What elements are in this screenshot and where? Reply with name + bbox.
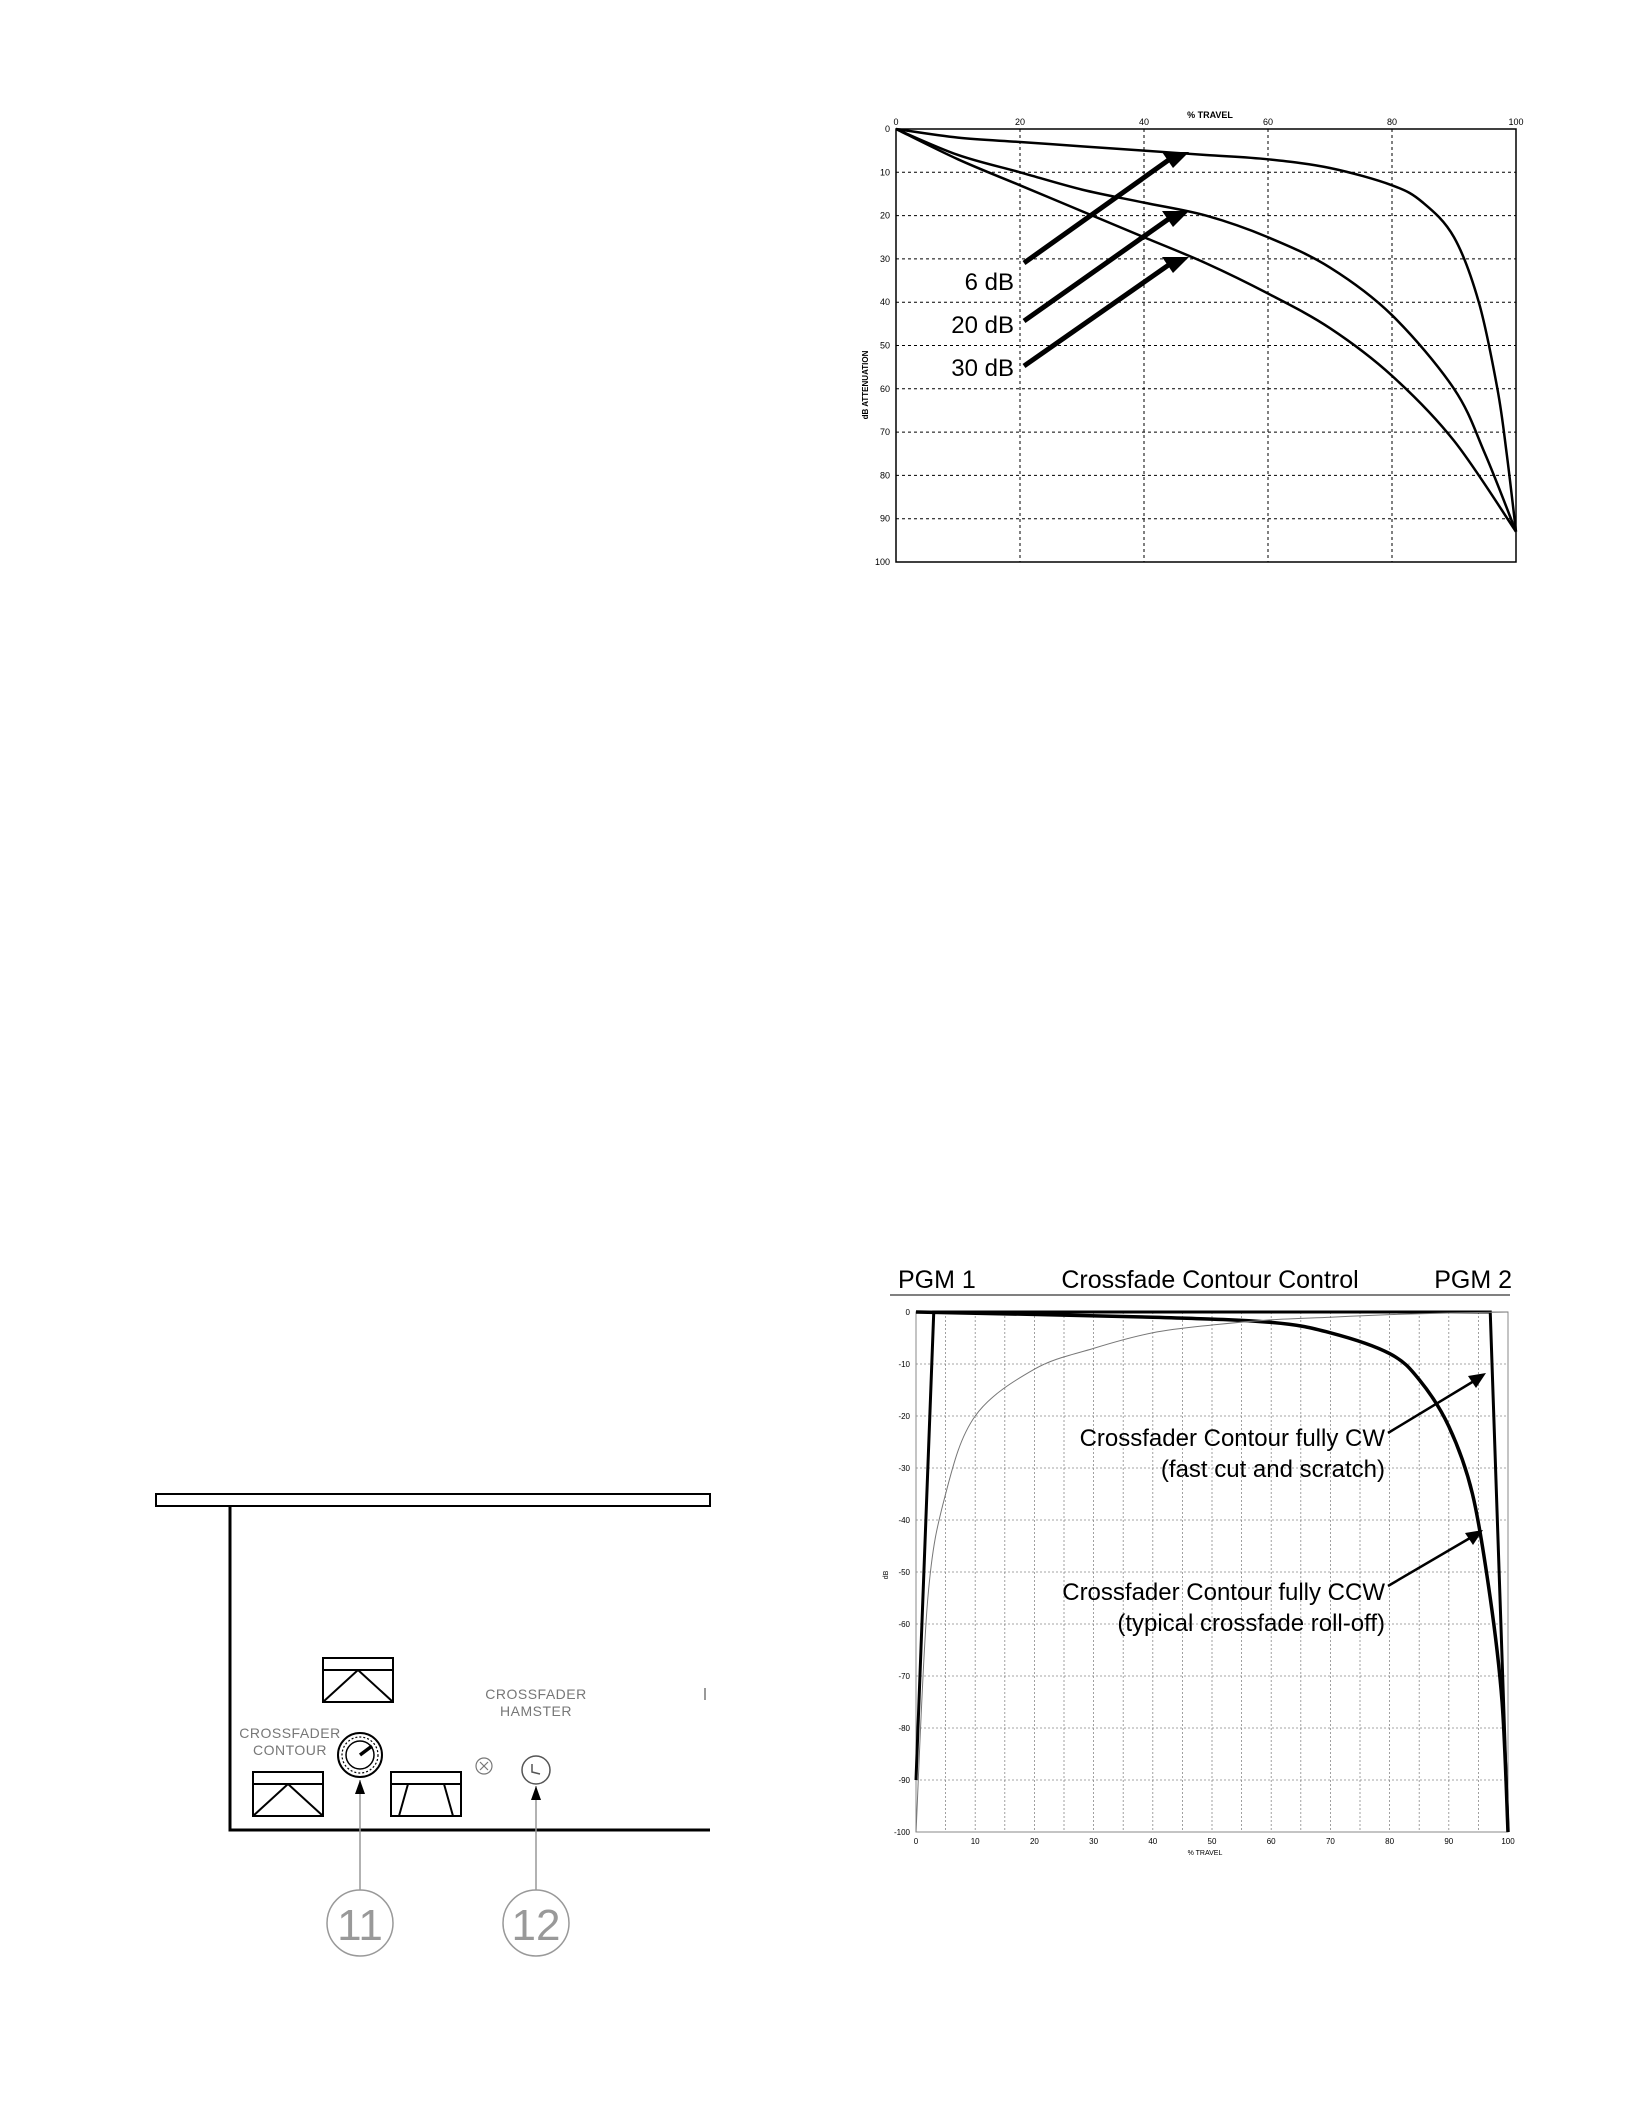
- crossfader-contour-knob[interactable]: [338, 1733, 382, 1777]
- y-tick-label: 60: [879, 383, 890, 394]
- arrow-cw: [1388, 1381, 1474, 1433]
- chart-title: % TRAVEL: [1187, 110, 1233, 120]
- x-tick-label: 30: [1089, 1837, 1099, 1846]
- crossfader-hamster-switch[interactable]: [522, 1756, 550, 1784]
- x-tick-label: 60: [1262, 117, 1274, 127]
- y-tick-label: -20: [898, 1412, 910, 1421]
- y-ticks: [894, 1308, 911, 1837]
- x-tick-label: 60: [1266, 1837, 1276, 1846]
- x-tick-label: 70: [1325, 1837, 1335, 1846]
- annotation-cw-line2: (fast cut and scratch): [1160, 1456, 1385, 1483]
- y-tick-label: 90: [879, 513, 890, 524]
- y-tick-label: -80: [898, 1724, 910, 1733]
- annotation-30db: 30 dB: [951, 355, 1014, 382]
- callout-12-number: 12: [511, 1901, 561, 1950]
- crossfader-contour-label-1: CROSSFADER: [239, 1725, 341, 1741]
- x-tick-label: 10: [970, 1837, 980, 1846]
- fader-symbol-right: [391, 1772, 461, 1816]
- arrow-20db: [1024, 218, 1170, 321]
- y-tick-label: 50: [879, 340, 890, 351]
- annotation-ccw-line1: Crossfader Contour fully CCW: [1062, 1579, 1385, 1606]
- y-ticks: [875, 124, 890, 567]
- x-tick-label: 90: [1444, 1837, 1454, 1846]
- annotation-cw-line1: Crossfader Contour fully CW: [1079, 1425, 1385, 1452]
- y-tick-label: -50: [898, 1568, 910, 1577]
- callout-12-arrowhead: [531, 1786, 541, 1800]
- fader-symbol-upper: [323, 1658, 393, 1702]
- annotation-6db: 6 dB: [964, 269, 1014, 296]
- x-tick-label: 20: [1014, 117, 1026, 127]
- y-axis-label: dB: [883, 1570, 890, 1580]
- callout-11-number: 11: [337, 1901, 383, 1950]
- y-tick-label: -30: [898, 1464, 910, 1473]
- y-tick-label: 100: [874, 557, 890, 567]
- x-axis-label: % TRAVEL: [1187, 1850, 1223, 1857]
- y-tick-label: -40: [898, 1516, 910, 1525]
- y-tick-label: 30: [879, 253, 890, 264]
- crossfade-contour-chart: [880, 1255, 1520, 1875]
- attenuation-chart: [840, 100, 1524, 580]
- y-tick-label: 70: [879, 427, 890, 438]
- callout-11-arrowhead: [355, 1780, 365, 1794]
- chart-grid: [916, 1312, 1508, 1832]
- panel-body: [230, 1506, 710, 1830]
- x-tick-label: 80: [1385, 1837, 1395, 1846]
- x-tick-label: 80: [1386, 117, 1398, 127]
- screw-icon: [476, 1758, 492, 1774]
- arrow-6db: [1024, 159, 1170, 263]
- chart-title: Crossfade Contour Control: [1061, 1266, 1359, 1294]
- y-tick-label: -70: [898, 1672, 910, 1681]
- x-ticks: [914, 1837, 1515, 1846]
- x-tick-label: 50: [1207, 1837, 1217, 1846]
- annotation-ccw-line2: (typical crossfade roll-off): [1117, 1610, 1385, 1637]
- x-tick-label: 0: [913, 1837, 919, 1846]
- annotation-20db: 20 dB: [951, 312, 1014, 339]
- x-tick-label: 20: [1029, 1837, 1039, 1846]
- y-tick-label: 40: [879, 297, 890, 308]
- crossfader-contour-label-2: CONTOUR: [252, 1742, 328, 1758]
- x-tick-label: 40: [1138, 117, 1150, 127]
- fader-symbol-left: [253, 1772, 323, 1816]
- chart-grid: [896, 129, 1516, 562]
- pgm1-label: PGM 1: [898, 1266, 976, 1294]
- y-tick-label: 0: [884, 124, 890, 134]
- y-axis-label: dB ATTENUATION: [861, 350, 870, 420]
- arrow-ccw: [1388, 1538, 1470, 1586]
- x-tick-label: 0: [893, 117, 899, 127]
- y-tick-label: 10: [879, 167, 890, 178]
- x-tick-label: 40: [1148, 1837, 1158, 1846]
- y-tick-label: 20: [879, 210, 890, 221]
- y-tick-label: 0: [905, 1308, 910, 1317]
- panel-top-rail: [156, 1494, 710, 1506]
- y-tick-label: 80: [879, 470, 890, 481]
- y-tick-label: -90: [898, 1776, 910, 1785]
- arrow-30db: [1024, 264, 1170, 366]
- x-tick-label: 100: [1508, 117, 1524, 127]
- pgm2-label: PGM 2: [1434, 1266, 1512, 1294]
- y-tick-label: -100: [893, 1828, 910, 1837]
- arrow-cw-head: [1468, 1373, 1486, 1388]
- crossfader-hamster-label-1: CROSSFADER: [485, 1686, 587, 1702]
- panel-diagram: [150, 1490, 710, 1980]
- y-tick-label: -10: [898, 1360, 910, 1369]
- y-tick-label: -60: [898, 1620, 910, 1629]
- crossfader-hamster-label-2: HAMSTER: [500, 1703, 572, 1719]
- x-tick-label: 100: [1501, 1837, 1515, 1846]
